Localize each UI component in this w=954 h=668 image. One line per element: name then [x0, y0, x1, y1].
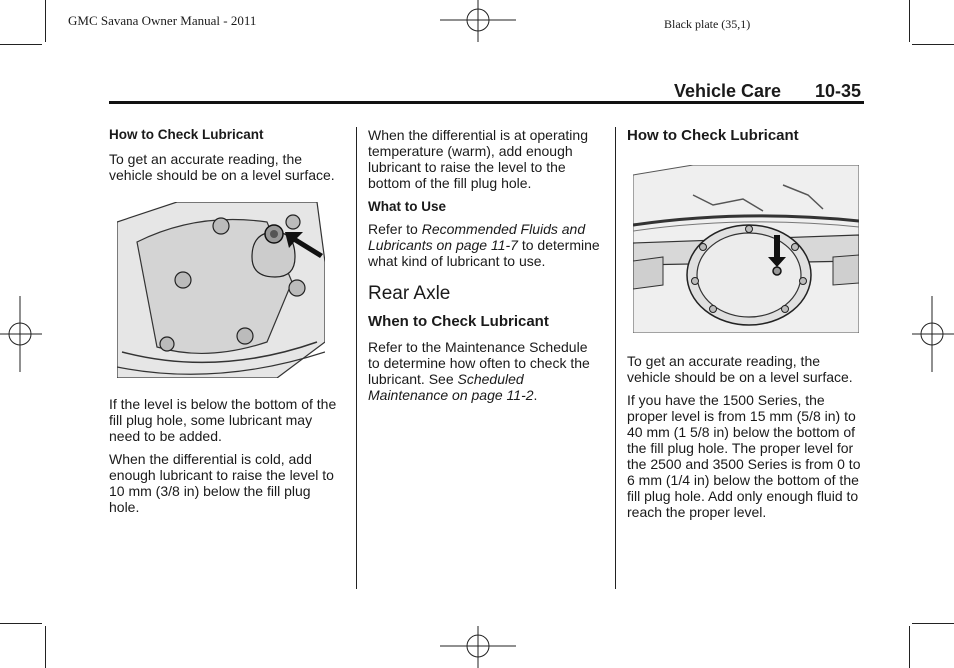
paragraph: If the level is below the bottom of the fill plug hole, some lubricant may need to be added. [109, 396, 337, 444]
crop-mark [909, 0, 910, 42]
crop-mark [45, 0, 46, 42]
section-heading: How to Check Lubricant [109, 127, 264, 142]
plate-label: Black plate (35,1) [664, 17, 751, 31]
column-divider [615, 127, 616, 589]
paragraph: To get an accurate reading, the vehicle should be on a level surface. [627, 353, 853, 385]
differential-fill-plug-illustration [117, 202, 325, 378]
text: Refer to the Maintenance Schedule to determine how often to check the lubricant. See [368, 339, 590, 387]
crop-mark [0, 44, 42, 45]
page-number: 10-35 [815, 81, 862, 101]
paragraph: When the differential is cold, add enough lubricant to raise the level to 10 mm (3/8 in) below the fill plug hole. [109, 451, 334, 515]
column-1 [109, 127, 341, 522]
text: . [533, 387, 538, 403]
crop-mark [45, 626, 46, 668]
document-title: GMC Savana Owner Manual - 2011 [68, 13, 257, 28]
text: Refer to [368, 221, 422, 237]
cross-reference: Scheduled Maintenance on page 11-2 [368, 371, 534, 403]
registration-mark-left [0, 296, 42, 372]
crop-mark [909, 626, 910, 668]
section-heading: How to Check Lubricant [627, 127, 799, 144]
header-rule [109, 101, 864, 104]
crop-mark [912, 623, 954, 624]
paragraph [368, 339, 600, 403]
paragraph: To get an accurate reading, the vehicle should be on a level surface. [109, 151, 335, 183]
paragraph: When the differential is at operating temperature (warm), add enough lubricant to raise the level to the bottom of the fill plug hole. [368, 127, 588, 191]
registration-mark-bottom [440, 626, 516, 668]
column-3 [627, 127, 867, 527]
cross-reference: Recommended Fluids and Lubricants on page 11-7 [368, 221, 586, 253]
crop-mark [912, 44, 954, 45]
section-title: Vehicle Care [674, 81, 782, 101]
rear-axle-illustration [633, 165, 859, 333]
column-divider [356, 127, 357, 589]
registration-mark-top [440, 0, 516, 42]
paragraph [368, 221, 600, 269]
section-heading-rear-axle: Rear Axle [368, 283, 451, 304]
text: to determine what kind of lubricant to use. [368, 237, 600, 269]
subheading-what-to-use: What to Use [368, 199, 447, 214]
subheading-when-to-check: When to Check Lubricant [368, 313, 549, 330]
column-2 [368, 127, 600, 410]
registration-mark-right [912, 296, 954, 372]
crop-mark [0, 623, 42, 624]
paragraph: If you have the 1500 Series, the proper level is from 15 mm (5/8 in) to 40 mm (1 5/8 in) below the bottom of the fill plug hole. The proper level for the 2500 and 3500 Series is from 0 to 6 mm (1/4 in) below the bottom of the fill plug hole. Add only enough fluid to reach the proper level. [627, 392, 861, 520]
